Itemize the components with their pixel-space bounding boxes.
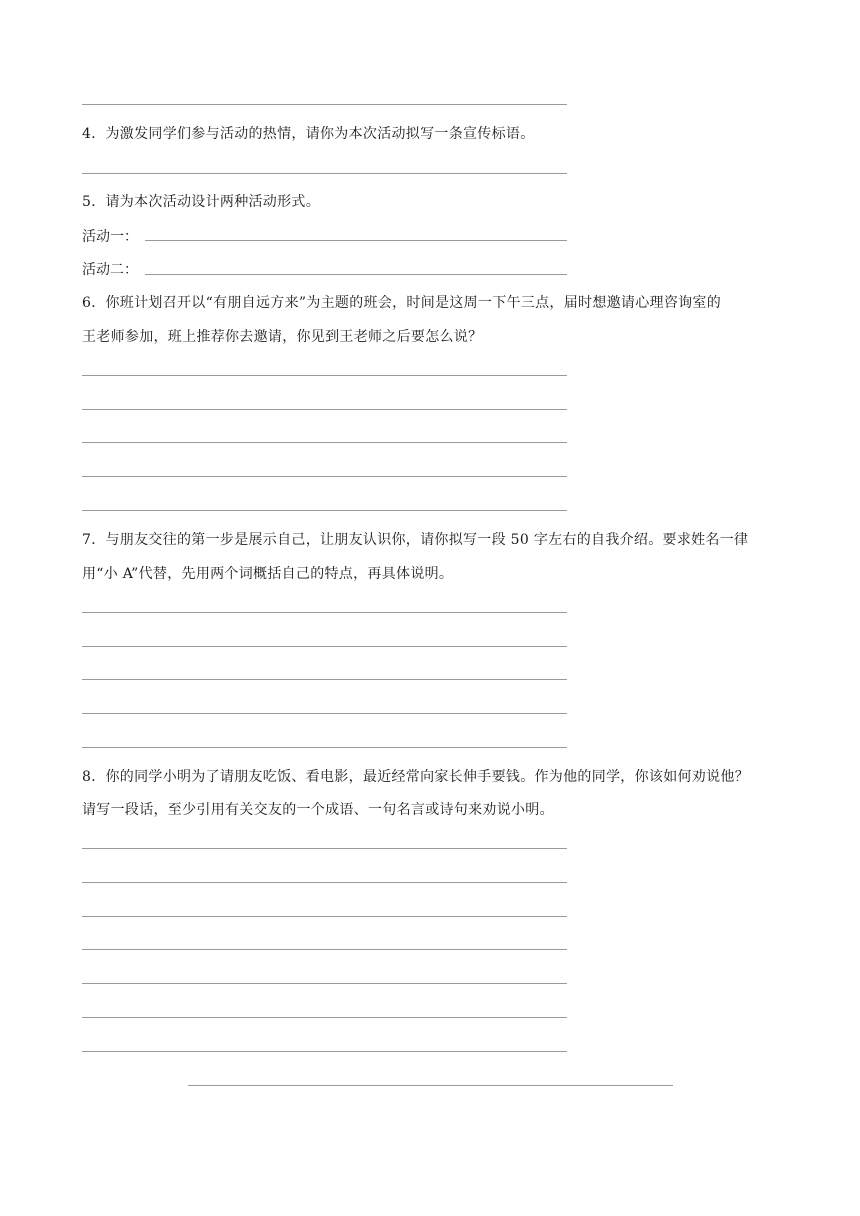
question-6-line-1: 6．你班计划召开以“有朋自远方来”为主题的班会，时间是这周一下午三点，届时想邀请心理咨询室的 (82, 295, 722, 311)
answer-line-q7[interactable] (82, 646, 567, 647)
activity-1-answer-line[interactable] (145, 240, 567, 241)
activity-1-label: 活动一： (82, 229, 138, 245)
question-4: 4．为激发同学们参与活动的热情，请你为本次活动拟写一条宣传标语。 (82, 126, 535, 142)
question-8-line-2: 请写一段话，至少引用有关交友的一个成语、一句名言或诗句来劝说小明。 (82, 802, 554, 818)
answer-line-q7[interactable] (82, 612, 567, 613)
question-8-line-1: 8．你的同学小明为了请朋友吃饭、看电影，最近经常向家长伸手要钱。作为他的同学，你该如何劝说他？ (82, 769, 750, 785)
answer-line-q8[interactable] (82, 882, 567, 883)
answer-line-q7[interactable] (82, 679, 567, 680)
answer-line[interactable] (82, 104, 567, 105)
answer-line-q8[interactable] (82, 1051, 567, 1052)
answer-line-q6[interactable] (82, 510, 567, 511)
answer-line-q8[interactable] (82, 949, 567, 950)
question-7-line-2: 用“小 A”代替，先用两个词概括自己的特点，再具体说明。 (82, 566, 454, 582)
answer-line-q6[interactable] (82, 442, 567, 443)
activity-2-answer-line[interactable] (145, 274, 567, 275)
answer-line-q7[interactable] (82, 747, 567, 748)
answer-line-q8[interactable] (82, 916, 567, 917)
activity-2-label: 活动二： (82, 262, 138, 278)
question-5: 5．请为本次活动设计两种活动形式。 (82, 194, 321, 210)
answer-line-q8[interactable] (82, 1017, 567, 1018)
answer-line-q4[interactable] (82, 173, 567, 174)
answer-line-q7[interactable] (82, 713, 567, 714)
footer-rule (188, 1085, 673, 1086)
answer-line-q6[interactable] (82, 375, 567, 376)
question-6-line-2: 王老师参加，班上推荐你去邀请，你见到王老师之后要怎么说？ (82, 329, 483, 345)
answer-line-q8[interactable] (82, 983, 567, 984)
answer-line-q6[interactable] (82, 476, 567, 477)
answer-line-q8[interactable] (82, 848, 567, 849)
answer-line-q6[interactable] (82, 409, 567, 410)
question-7-line-1: 7．与朋友交往的第一步是展示自己，让朋友认识你，请你拟写一段 50 字左右的自我介绍。要求姓名一律 (82, 532, 749, 548)
